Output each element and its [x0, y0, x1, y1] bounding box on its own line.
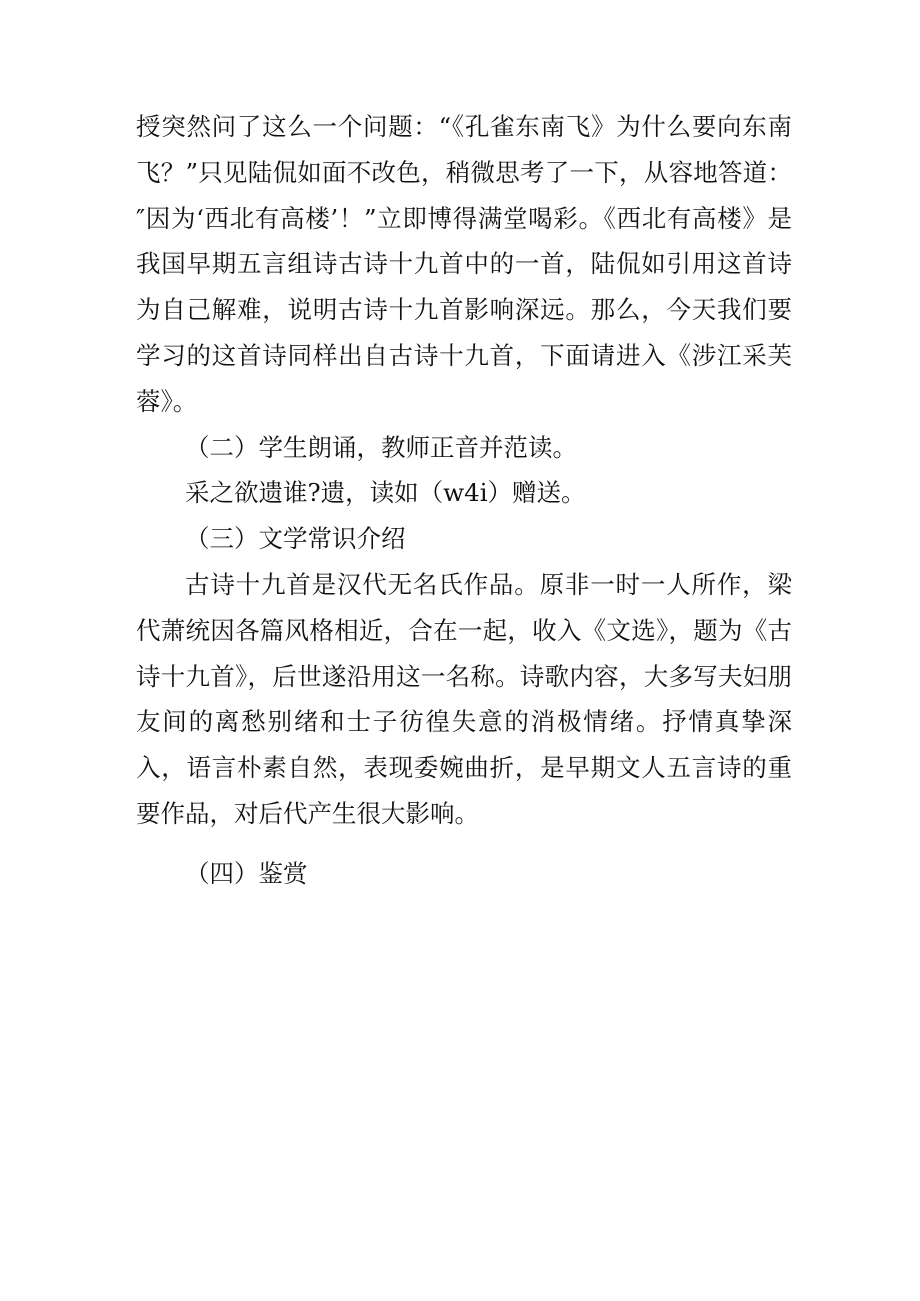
section-heading-appreciation: （四）鉴赏	[185, 858, 308, 888]
paragraph-pronunciation-note: 采之欲遗谁?遗，读如（w4i）赠送。	[185, 478, 586, 508]
paragraph-nineteen-poems-intro: 古诗十九首是汉代无名氏作品。原非一时一人所作，梁代萧统因各篇风格相近，合在一起，收入《文选》，题为《古诗十九首》，后世遂沿用这一名称。诗歌内容，大多写夫妇朋友间的离愁别绪和士子彷徨失意的消极情绪。抒情真挚深入，语言朴素自然，表现委婉曲折，是早期文人五言诗的重要作品，对后代产生很大影响。	[136, 569, 792, 828]
section-heading-recitation: （二）学生朗诵，教师正音并范读。	[185, 432, 577, 462]
paragraph-intro-continuation: 授突然问了这么一个问题：“《孔雀东南飞》为什么要向东南飞？”只见陆侃如面不改色，稍微思考了一下，从容地答道：″因为‘西北有高楼’！”立即博得满堂喝彩。《西北有高楼》是我国早期五言组诗古诗十九首中的一首，陆侃如引用这首诗为自己解难，说明古诗十九首影响深远。那么，今天我们要学习的这首诗同样出自古诗十九首，下面请进入《涉江采芙蓉》。	[136, 112, 792, 416]
section-heading-literary-knowledge: （三）文学常识介绍	[185, 524, 406, 554]
document-body	[136, 104, 792, 897]
